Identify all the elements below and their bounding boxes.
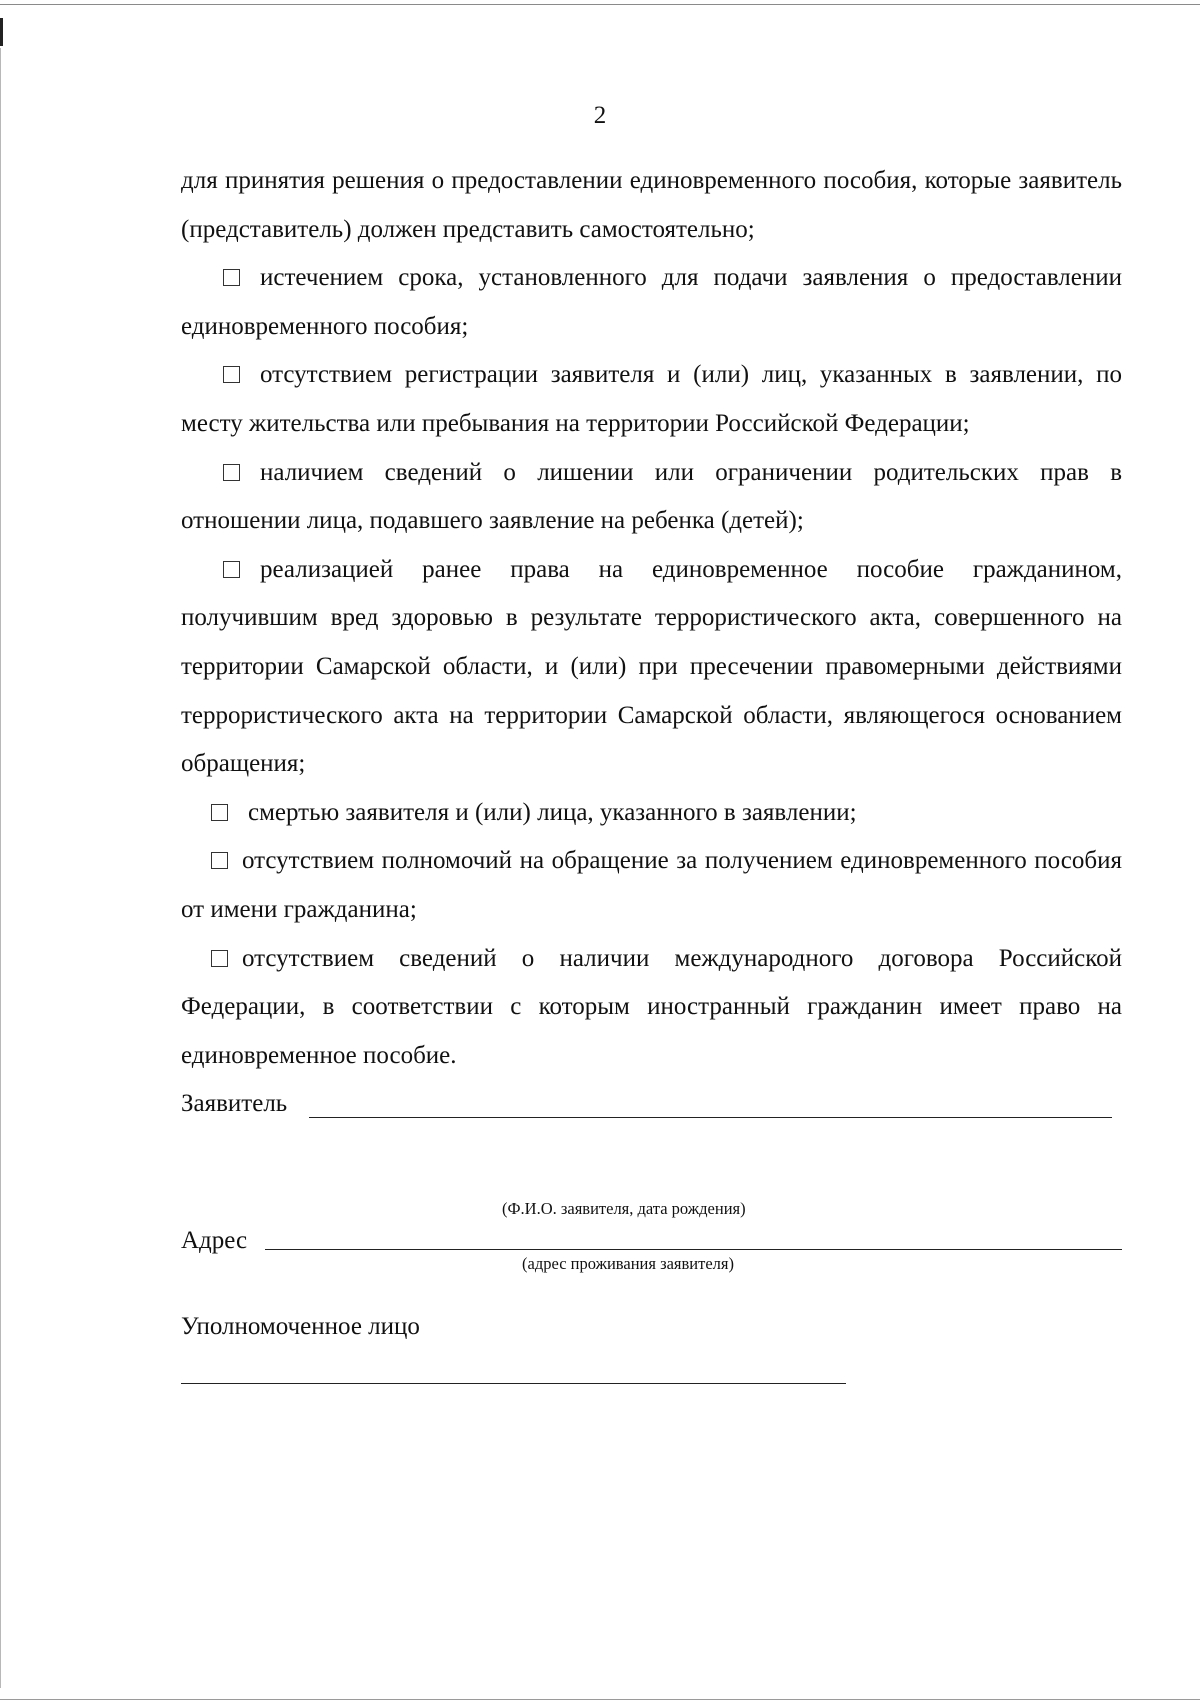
checkbox-icon[interactable] [223,561,240,578]
scan-left-mark [0,18,3,46]
list-item [181,837,1122,934]
checkbox-icon[interactable] [211,852,228,869]
list-item-text: отсутствием регистрации заявителя и (или) лиц, указанных в заявлении, по месту жительства или пребывания на территории Российской Федерации; [181,361,1122,437]
checkbox-icon[interactable] [223,464,240,481]
intro-paragraph: для принятия решения о предоставлении единовременного пособия, которые заявитель (представитель) должен представить самостоятельно; [181,167,1122,243]
list-item [181,789,1122,838]
checkbox-icon[interactable] [211,804,228,821]
checkbox-icon[interactable] [211,950,228,967]
scan-bottom-border [0,1699,1200,1700]
checkbox-icon[interactable] [223,269,240,286]
list-item [181,546,1122,789]
address-signature-line[interactable] [265,1249,1122,1250]
list-item-text: смертью заявителя и (или) лица, указанного в заявлении; [248,798,857,826]
document-body [181,157,1122,1128]
list-item-text: реализацией ранее права на единовременное пособие гражданином, получившим вред здоровью в результате террористического акта, совершенного на территории Самарской области, и (или) при пресечении правомерными действиями террористического акта на территории Самарской области, являющегося основанием обращения; [181,555,1122,778]
list-item [181,449,1122,546]
address-caption: (адрес проживания заявителя) [522,1254,734,1273]
list-item-text: отсутствием полномочий на обращение за получением единовременного пособия от имени гражданина; [181,847,1122,923]
list-item-text: истечением срока, установленного для подачи заявления о предоставлении единовременного пособия; [181,264,1122,340]
authorized-person-label: Уполномоченное лицо [181,1313,420,1340]
authorized-person-signature-line[interactable] [181,1383,846,1384]
list-item-text: отсутствием сведений о наличии международного договора Российской Федерации, в соответствии с которым иностранный гражданин имеет право на единовременное пособие. [181,944,1122,1069]
address-label: Адрес [181,1227,248,1254]
applicant-row [181,1080,1122,1128]
list-item [181,254,1122,351]
applicant-caption: (Ф.И.О. заявителя, дата рождения) [502,1199,746,1218]
applicant-label: Заявитель [181,1090,288,1118]
list-item [181,935,1122,1081]
list-item-text: наличием сведений о лишении или ограничении родительских прав в отношении лица, подавшего заявление на ребенка (детей); [181,458,1122,535]
list-item [181,351,1122,448]
scan-top-border [0,4,1200,5]
checkbox-icon[interactable] [223,366,240,383]
applicant-signature-line[interactable] [309,1117,1112,1118]
page-number: 2 [593,102,607,129]
scan-left-border [0,48,1,1688]
